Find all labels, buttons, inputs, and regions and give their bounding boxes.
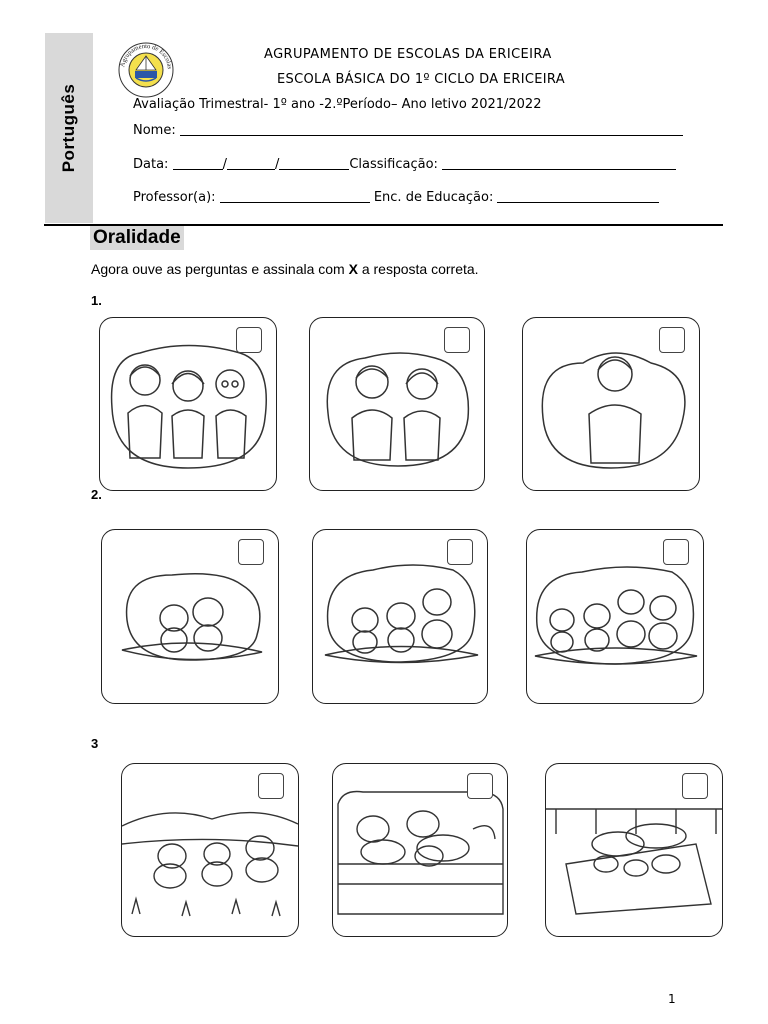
subject-label: Português	[59, 83, 78, 173]
answer-checkbox[interactable]	[659, 327, 685, 353]
option-card[interactable]	[332, 763, 508, 937]
guardian-label: Enc. de Educação:	[373, 190, 494, 205]
teacher-guardian-line	[133, 189, 659, 205]
question-1-number: 1.	[91, 293, 102, 308]
teacher-field[interactable]	[220, 189, 370, 203]
question-3-number: 3	[91, 736, 99, 751]
option-card[interactable]	[522, 317, 700, 491]
date-separator: /	[274, 157, 280, 172]
section-title: Oralidade	[90, 226, 184, 250]
date-classification-line	[133, 156, 676, 172]
option-card[interactable]	[526, 529, 704, 704]
school-logo	[116, 40, 176, 100]
classification-field[interactable]	[442, 156, 676, 170]
date-year-field[interactable]	[279, 156, 349, 170]
date-label: Data:	[133, 157, 169, 172]
name-label: Nome:	[133, 123, 176, 138]
answer-checkbox[interactable]	[258, 773, 284, 799]
teacher-label: Professor(a):	[133, 190, 216, 205]
date-day-field[interactable]	[173, 156, 223, 170]
assessment-title: Avaliação Trimestral- 1º ano -2.ºPeríodo– Ano letivo 2021/2022	[133, 97, 542, 112]
answer-checkbox[interactable]	[238, 539, 264, 565]
guardian-field[interactable]	[497, 189, 659, 203]
option-card[interactable]	[99, 317, 277, 491]
answer-checkbox[interactable]	[682, 773, 708, 799]
school-title: ESCOLA BÁSICA DO 1º CICLO DA ERICEIRA	[277, 72, 565, 87]
classification-label: Classificação:	[349, 157, 438, 172]
option-card[interactable]	[312, 529, 488, 704]
answer-checkbox[interactable]	[467, 773, 493, 799]
option-card[interactable]	[121, 763, 299, 937]
option-card[interactable]	[545, 763, 723, 937]
name-field[interactable]	[180, 122, 683, 136]
option-card[interactable]	[101, 529, 279, 704]
subject-tab	[45, 33, 93, 223]
question-2-number: 2.	[91, 487, 102, 502]
page-number: 1	[668, 992, 676, 1006]
answer-checkbox[interactable]	[236, 327, 262, 353]
date-separator: /	[222, 157, 227, 172]
answer-checkbox[interactable]	[447, 539, 473, 565]
school-group-title: AGRUPAMENTO DE ESCOLAS DA ERICEIRA	[264, 47, 552, 62]
instruction: Agora ouve as perguntas e assinala com X a resposta correta.	[91, 261, 479, 277]
option-card[interactable]	[309, 317, 485, 491]
answer-checkbox[interactable]	[663, 539, 689, 565]
date-month-field[interactable]	[227, 156, 275, 170]
name-line	[133, 122, 683, 138]
logo-text: Agrupamento de Escolas	[119, 42, 174, 70]
answer-checkbox[interactable]	[444, 327, 470, 353]
